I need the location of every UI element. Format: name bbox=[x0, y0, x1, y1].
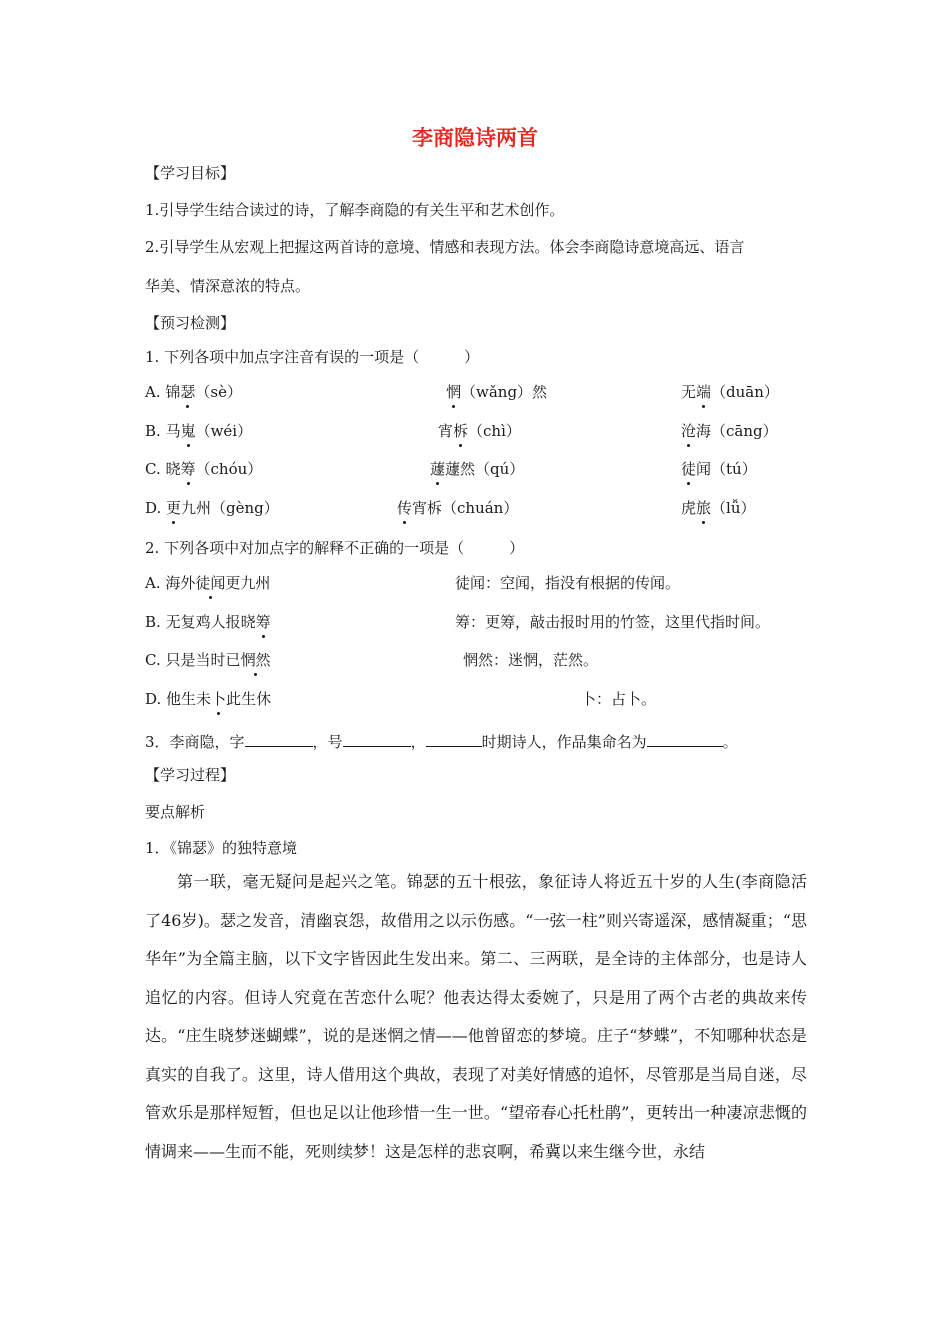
q2-option-a-explanation: 徒闻：空闻，指没有根据的传闻。 bbox=[455, 574, 681, 592]
q1-option-b-col3: 沧海（cāng） bbox=[681, 422, 778, 440]
q1-option-c-col1: C. 晓筹（chóu） bbox=[145, 460, 263, 478]
q3-blank-collection[interactable] bbox=[647, 730, 723, 747]
q2-option-b: B. 无复鸡人报晓筹 bbox=[145, 613, 271, 631]
page-title: 李商隐诗两首 bbox=[412, 126, 538, 150]
section-1-heading: 1．《锦瑟》的独特意境 bbox=[145, 839, 298, 857]
q2-option-b-explanation: 筹：更筹，敲击报时用的竹签，这里代指时间。 bbox=[455, 613, 771, 631]
process-subheading: 要点解析 bbox=[145, 803, 206, 821]
preview-header: 【预习检测】 bbox=[145, 314, 236, 332]
q2-stem: 2. 下列各项中对加点字的解释不正确的一项是（ ） bbox=[145, 539, 525, 557]
q1-option-d-col1: D. 更九州（gèng） bbox=[145, 499, 279, 517]
q1-stem: 1. 下列各项中加点字注音有误的一项是（ ） bbox=[145, 348, 480, 366]
q1-option-a-col1: A. 锦瑟（sè） bbox=[145, 383, 242, 401]
q2-option-d-explanation: 卜：占卜。 bbox=[581, 690, 657, 708]
q1-option-b-col2: 宵柝（chì） bbox=[438, 422, 521, 440]
q1-option-a-col2: 惘（wǎng）然 bbox=[446, 383, 548, 401]
q2-option-d: D. 他生未卜此生休 bbox=[145, 690, 272, 708]
q1-option-c-col3: 徒闻（tú） bbox=[681, 460, 757, 478]
q1-option-d-col3: 虎旅（lǚ） bbox=[681, 499, 756, 517]
q3-fill-blank: 3．李商隐，字 ，号 ， 时期诗人，作品集命名为 。 bbox=[145, 730, 738, 752]
objective-2-line2: 华美、情深意浓的特点。 bbox=[145, 277, 311, 295]
q1-option-d-col2: 传宵柝（chuán） bbox=[397, 499, 519, 517]
q3-blank-hao[interactable] bbox=[343, 730, 411, 747]
q3-blank-zi[interactable] bbox=[245, 730, 313, 747]
q1-option-c-col2: 蘧蘧然（qú） bbox=[430, 460, 525, 478]
q1-option-a-col3: 无端（duān） bbox=[681, 383, 779, 401]
analysis-paragraph: 第一联，毫无疑问是起兴之笔。锦瑟的五十根弦，象征诗人将近五十岁的人生(李商隐活了46岁)。瑟之发音，清幽哀怨，故借用之以示伤感。“一弦一柱”则兴寄遥深，感情凝重；“思华年”为全篇主脑，以下文字皆因此生发出来。第二、三两联，是全诗的主体部分，也是诗人追忆的内容。但诗人究竟在苦恋什么呢？他表达得太委婉了，只是用了两个古老的典故来传达。“庄生晓梦迷蝴蝶”，说的是迷惘之情——他曾留恋的梦境。庄子“梦蝶”，不知哪种状态是真实的自我了。这里，诗人借用这个典故，表现了对美好情感的追怀，尽管那是当局自迷，尽管欢乐是那样短暂，但也足以让他珍惜一生一世。“望帝春心托杜鹃”，更转出一种凄凉悲慨的情调来——生而不能，死则续梦！这是怎样的悲哀啊，希冀以来生继今世，永结 bbox=[145, 872, 807, 1161]
q3-blank-period[interactable] bbox=[426, 730, 482, 747]
q2-option-c-explanation: 惘然：迷惘，茫然。 bbox=[463, 651, 599, 669]
q2-option-c: C. 只是当时已惘然 bbox=[145, 651, 271, 669]
process-header: 【学习过程】 bbox=[145, 766, 236, 784]
objective-2-line1: 2.引导学生从宏观上把握这两首诗的意境、情感和表现方法。体会李商隐诗意境高远、语言 bbox=[145, 238, 745, 256]
objectives-header: 【学习目标】 bbox=[145, 164, 236, 182]
q2-option-a: A. 海外徒闻更九州 bbox=[145, 574, 271, 592]
q1-option-b-col1: B. 马嵬（wéi） bbox=[145, 422, 253, 440]
objective-1: 1.引导学生结合读过的诗，了解李商隐的有关生平和艺术创作。 bbox=[145, 201, 565, 219]
